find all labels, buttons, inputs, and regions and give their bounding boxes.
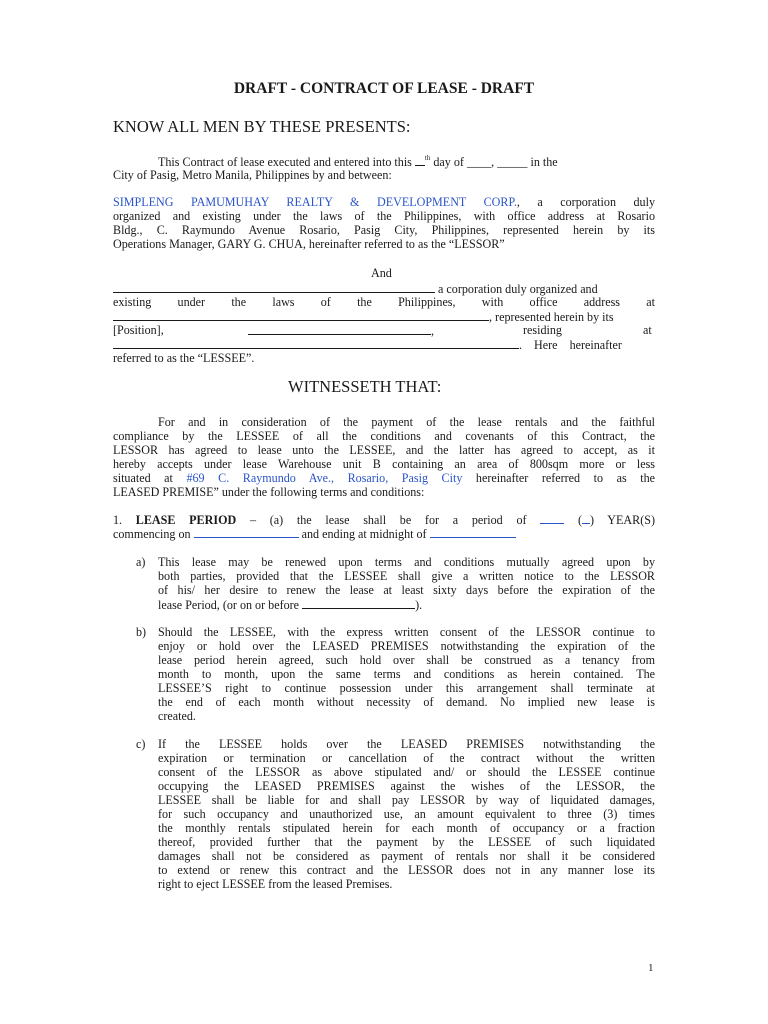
consideration-line-6: LEASED PREMISE” under the following terms and conditions: [113, 485, 425, 499]
lessee-position-line: , [248, 324, 434, 339]
witnesseth-heading: WITNESSETH THAT: [288, 377, 442, 396]
item-b-line: Should the LESSEE, with the express written consent of the LESSOR continue to [158, 625, 655, 639]
item-a-marker: a) [136, 555, 146, 569]
consideration-line-1: For and in consideration of the payment of the lease rentals and the faithful [158, 415, 655, 429]
item-c-line: expiration or termination or cancellation of the contract without the written [158, 751, 655, 765]
item-b-line: LESSEE’S right to continue possession under this arrangement shall terminate at [158, 681, 655, 695]
lessee-line-2: existing under the laws of the Philippines, with office address at [113, 295, 655, 309]
consideration-line-4: hereby accepts under lease Warehouse unit B containing an area of 800sqm more or less [113, 457, 655, 471]
lessee-line-3: , represented herein by its [113, 310, 614, 325]
item-b-line: the end of each month without necessity of demand. No implied new lease is [158, 695, 655, 709]
at-label: at [643, 323, 652, 337]
item-b-line: lease period herein agreed, such hold over shall be construed as a tenancy from [158, 653, 655, 667]
item-c-line: occupying the LEASED PREMISES against the wishes of the LESSOR, the [158, 779, 655, 793]
consideration-line-3: LESSOR has agreed to lease unto the LESSEE, and the latter has agreed to accept, as it [113, 443, 655, 457]
page-number: 1 [648, 962, 654, 974]
residing-label: residing [523, 323, 562, 337]
item-c-line: consent of the LESSOR as above stipulated and/ or should the LESSEE continue [158, 765, 655, 779]
consideration-line-5: situated at #69 C. Raymundo Ave., Rosario, Pasig City hereinafter referred to as the [113, 471, 656, 485]
item-c-line: the monthly rentals stipulated herein for each month of occupancy or a fraction [158, 821, 655, 835]
lessor-line-3: Bldg., C. Raymundo Avenue Rosario, Pasig City, Philippines, represented herein by its [113, 223, 655, 237]
item-c-line-last: right to eject LESSEE from the leased Premises. [158, 877, 393, 891]
day-blank [415, 155, 425, 166]
and-label: And [371, 266, 392, 280]
lease-period-heading: LEASE PERIOD [135, 513, 237, 527]
lessee-line-1: a corporation duly organized and [113, 282, 598, 297]
item-c-line: If the LESSEE holds over the LEASED PREMISES notwithstanding the [158, 737, 655, 751]
lessor-name: SIMPLENG PAMUMUHAY REALTY & DEVELOPMENT CORP. [113, 195, 517, 209]
premises-address-link[interactable]: #69 C. Raymundo Ave., Rosario, Pasig City [186, 471, 463, 485]
item-a-line-last: lease Period, (or on or before ). [158, 598, 423, 612]
lessee-line-6: referred to as the “LESSEE”. [113, 351, 255, 365]
item-b-line: enjoy or hold over the LEASED PREMISES notwithstanding the expiration of the [158, 639, 655, 653]
residence-blank [113, 338, 519, 349]
item-c-line: for such occupancy and unauthorized use, an amount equivalent to three (3) times [158, 807, 655, 821]
item-b-line: month to month, upon the same terms and conditions as herein contained. The [158, 667, 655, 681]
item-c-marker: c) [136, 737, 146, 751]
lessee-line-5: . Here hereinafter [113, 338, 622, 353]
item-a-line: This lease may be renewed upon terms and conditions mutually agreed upon by [158, 555, 655, 569]
lessee-name-blank [113, 282, 435, 293]
consideration-line-2: compliance by the LESSEE of all the conditions and covenants of this Contract, the [113, 429, 655, 443]
item-a-line: both parties, provided that the LESSEE shall give a written notice to the LESSOR [158, 569, 655, 583]
representative-blank [248, 324, 431, 335]
item-b-line-last: created. [158, 709, 196, 723]
lessor-line-2: organized and existing under the laws of the Philippines, with office address at Rosario [113, 209, 655, 223]
section-1-line-1: 1. LEASE PERIOD – (a) the lease shall be for a period of ( ) YEAR(S) [113, 513, 655, 527]
item-b-marker: b) [136, 625, 147, 639]
intro-line-2: City of Pasig, Metro Manila, Philippines by and between: [113, 168, 392, 182]
ending-date-blank [430, 527, 516, 538]
item-c-line: to extend or renew this contract and the LESSOR does not in any manner lose its [158, 863, 655, 877]
lessee-line-4: [Position], [113, 323, 164, 337]
commencing-date-blank [194, 527, 299, 538]
intro-line-1: This Contract of lease executed and entered into this $^{th}$ day of ____, _____ in the [158, 153, 558, 169]
lessee-address-blank [113, 310, 489, 321]
know-all-heading: KNOW ALL MEN BY THESE PRESENTS: [113, 117, 411, 136]
years-blank [540, 513, 564, 524]
lessor-line-1: SIMPLENG PAMUMUHAY REALTY & DEVELOPMENT CORP., a corporation duly [113, 195, 655, 209]
lessor-line-4: Operations Manager, GARY G. CHUA, hereinafter referred to as the “LESSOR” [113, 237, 505, 251]
item-c-line: damages shall not be considered as payment of rentals nor shall it be considered [158, 849, 655, 863]
renewal-date-blank [302, 598, 415, 609]
item-c-line: LESSEE shall be liable for and shall pay LESSOR by way of liquidated damages, [158, 793, 655, 807]
document-title: DRAFT - CONTRACT OF LEASE - DRAFT [233, 80, 535, 97]
years-number-blank [582, 513, 590, 524]
item-c-line: thereof, provided further that the payment by the LESSEE of such liquidated [158, 835, 655, 849]
section-1-line-2: commencing on and ending at midnight of [113, 527, 516, 542]
item-a-line: of his/ her desire to renew the lease at least sixty days before the expiration of the [158, 583, 655, 597]
